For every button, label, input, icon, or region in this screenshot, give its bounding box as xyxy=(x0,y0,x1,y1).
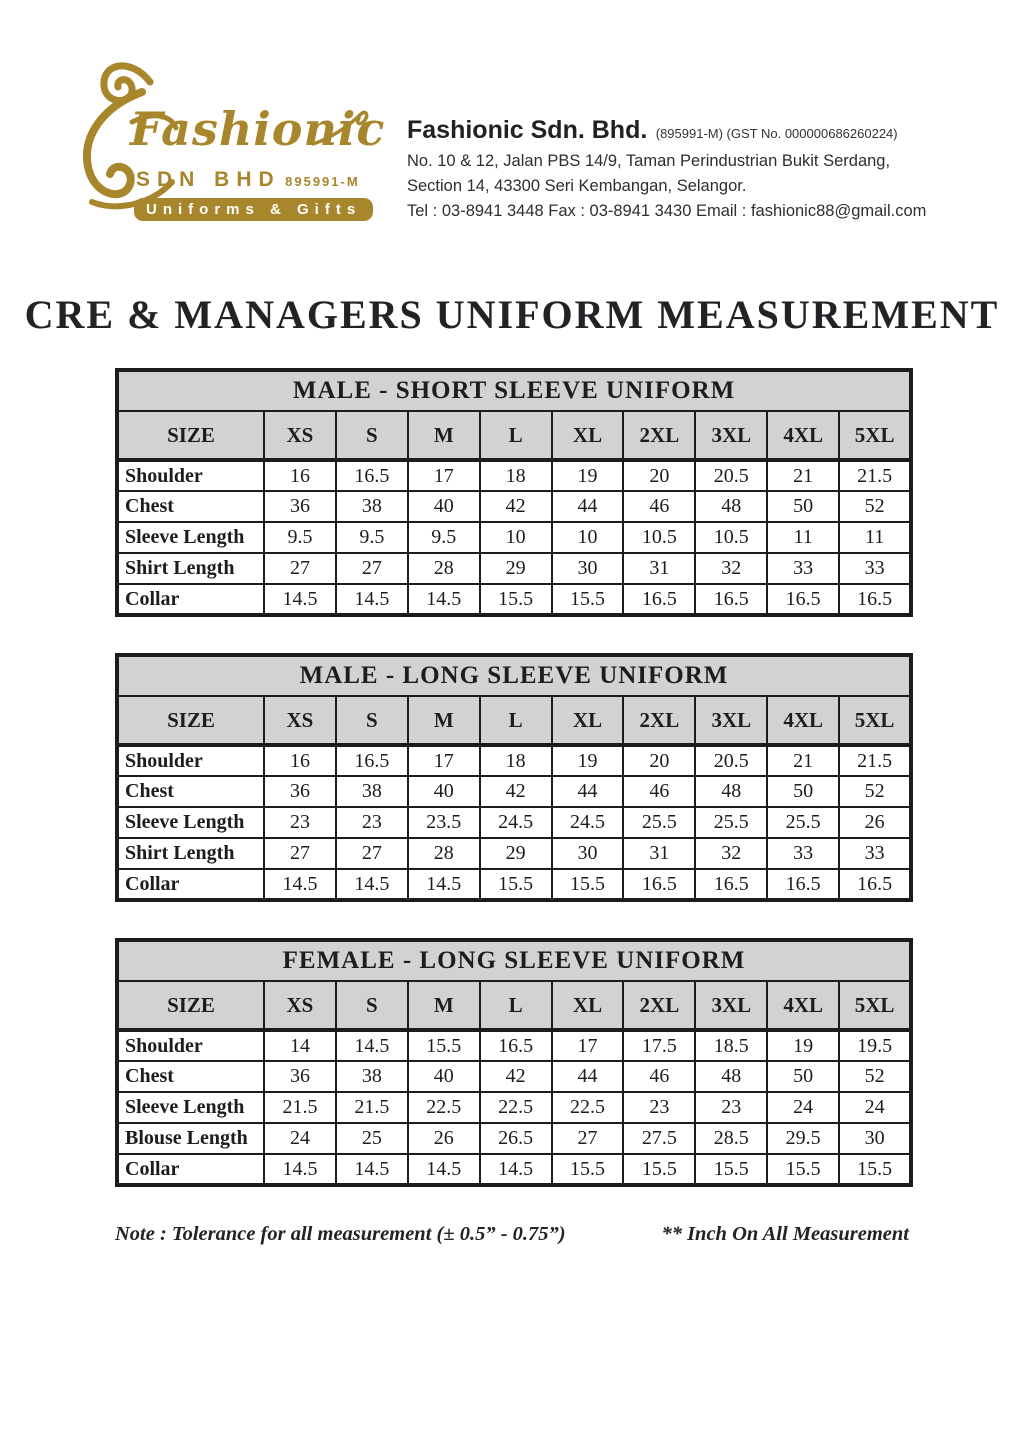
measurement-value: 17 xyxy=(552,1030,624,1061)
company-address-line1: No. 10 & 12, Jalan PBS 14/9, Taman Perindustrian Bukit Serdang, xyxy=(407,152,891,170)
measurement-value: 33 xyxy=(767,838,839,869)
row-label: Chest xyxy=(117,491,264,522)
measurement-value: 27.5 xyxy=(623,1123,695,1154)
size-header-5xl: 5XL xyxy=(839,411,911,460)
size-header-4xl: 4XL xyxy=(767,696,839,745)
measurement-value: 23 xyxy=(623,1092,695,1123)
measurement-value: 11 xyxy=(839,522,911,553)
measurement-value: 10.5 xyxy=(623,522,695,553)
measurement-value: 14.5 xyxy=(480,1154,552,1185)
measurement-value: 20 xyxy=(623,460,695,491)
measurement-value: 14.5 xyxy=(336,1154,408,1185)
measurement-value: 16.5 xyxy=(767,869,839,900)
measurement-value: 28 xyxy=(408,838,480,869)
table-row xyxy=(117,1092,911,1123)
measurement-value: 15.5 xyxy=(623,1154,695,1185)
measurement-value: 36 xyxy=(264,1061,336,1092)
row-label: Shirt Length xyxy=(117,838,264,869)
measurement-value: 20 xyxy=(623,745,695,776)
table-row xyxy=(117,838,911,869)
measurement-value: 46 xyxy=(623,776,695,807)
measurement-value: 26.5 xyxy=(480,1123,552,1154)
company-logo xyxy=(72,50,386,235)
measurement-value: 9.5 xyxy=(336,522,408,553)
measurement-value: 15.5 xyxy=(552,869,624,900)
measurement-value: 23 xyxy=(264,807,336,838)
size-header-row xyxy=(117,696,911,745)
size-header-3xl: 3XL xyxy=(695,411,767,460)
measurement-value: 52 xyxy=(839,1061,911,1092)
measurement-value: 30 xyxy=(552,553,624,584)
measurement-value: 15.5 xyxy=(839,1154,911,1185)
row-label: Shoulder xyxy=(117,745,264,776)
measurement-value: 46 xyxy=(623,491,695,522)
measurement-value: 28 xyxy=(408,553,480,584)
measurement-value: 9.5 xyxy=(408,522,480,553)
measurement-value: 16.5 xyxy=(623,584,695,615)
measurement-value: 27 xyxy=(336,838,408,869)
measurement-value: 32 xyxy=(695,553,767,584)
measurement-value: 38 xyxy=(336,1061,408,1092)
logo-subtitle xyxy=(136,168,360,192)
company-info xyxy=(407,116,952,224)
measurement-value: 29.5 xyxy=(767,1123,839,1154)
row-label: Collar xyxy=(117,584,264,615)
table-male-long-sleeve xyxy=(115,653,913,902)
table-title-row xyxy=(117,370,911,411)
measurement-value: 32 xyxy=(695,838,767,869)
measurement-value: 19 xyxy=(767,1030,839,1061)
measurement-value: 52 xyxy=(839,491,911,522)
measurement-value: 14.5 xyxy=(336,584,408,615)
measurement-value: 22.5 xyxy=(408,1092,480,1123)
size-header-xl: XL xyxy=(552,411,624,460)
size-header-label: SIZE xyxy=(117,411,264,460)
size-header-4xl: 4XL xyxy=(767,981,839,1030)
measurement-value: 18 xyxy=(480,745,552,776)
measurement-value: 40 xyxy=(408,491,480,522)
measurement-value: 28.5 xyxy=(695,1123,767,1154)
measurement-value: 16.5 xyxy=(623,869,695,900)
measurement-value: 27 xyxy=(336,553,408,584)
measurement-value: 24 xyxy=(839,1092,911,1123)
measurement-value: 25.5 xyxy=(767,807,839,838)
measurement-value: 20.5 xyxy=(695,745,767,776)
logo-tagline: Uniforms & Gifts xyxy=(134,198,373,221)
size-header-4xl: 4XL xyxy=(767,411,839,460)
measurement-value: 17 xyxy=(408,460,480,491)
measurement-value: 16.5 xyxy=(695,869,767,900)
table-row xyxy=(117,584,911,615)
measurement-value: 50 xyxy=(767,776,839,807)
measurement-value: 16.5 xyxy=(480,1030,552,1061)
measurement-value: 21.5 xyxy=(839,460,911,491)
table-row xyxy=(117,869,911,900)
table-row xyxy=(117,1030,911,1061)
table-row xyxy=(117,460,911,491)
measurement-value: 25.5 xyxy=(695,807,767,838)
measurement-value: 11 xyxy=(767,522,839,553)
measurement-value: 22.5 xyxy=(552,1092,624,1123)
company-contact-line: Tel : 03-8941 3448 Fax : 03-8941 3430 Email : fashionic88@gmail.com xyxy=(407,202,927,220)
size-header-2xl: 2XL xyxy=(623,981,695,1030)
measurement-value: 40 xyxy=(408,1061,480,1092)
measurement-value: 14.5 xyxy=(408,869,480,900)
measurement-value: 50 xyxy=(767,491,839,522)
measurement-value: 40 xyxy=(408,776,480,807)
measurement-value: 21.5 xyxy=(264,1092,336,1123)
row-label: Collar xyxy=(117,1154,264,1185)
table-title-row xyxy=(117,655,911,696)
footer-note xyxy=(115,1223,909,1246)
logo-sdn-bhd: SDN BHD xyxy=(136,168,281,191)
size-header-xl: XL xyxy=(552,696,624,745)
measurement-value: 44 xyxy=(552,776,624,807)
measurement-value: 48 xyxy=(695,491,767,522)
measurement-value: 18 xyxy=(480,460,552,491)
measurement-value: 14.5 xyxy=(336,1030,408,1061)
measurement-value: 44 xyxy=(552,491,624,522)
size-header-2xl: 2XL xyxy=(623,696,695,745)
measurement-value: 17 xyxy=(408,745,480,776)
table-row xyxy=(117,1061,911,1092)
measurement-value: 50 xyxy=(767,1061,839,1092)
table-title: MALE - LONG SLEEVE UNIFORM xyxy=(117,655,911,696)
company-registration: (895991-M) (GST No. 000000686260224) xyxy=(655,126,898,141)
measurement-value: 42 xyxy=(480,776,552,807)
measurement-value: 52 xyxy=(839,776,911,807)
measurement-value: 46 xyxy=(623,1061,695,1092)
measurement-value: 18.5 xyxy=(695,1030,767,1061)
measurement-value: 15.5 xyxy=(767,1154,839,1185)
letterhead xyxy=(0,0,1024,235)
row-label: Collar xyxy=(117,869,264,900)
size-header-m: M xyxy=(408,411,480,460)
measurement-value: 27 xyxy=(264,838,336,869)
table-row xyxy=(117,776,911,807)
measurement-value: 15.5 xyxy=(480,584,552,615)
measurement-value: 24.5 xyxy=(552,807,624,838)
measurement-value: 15.5 xyxy=(552,1154,624,1185)
row-label: Blouse Length xyxy=(117,1123,264,1154)
size-header-l: L xyxy=(480,411,552,460)
size-header-s: S xyxy=(336,696,408,745)
row-label: Chest xyxy=(117,776,264,807)
measurement-value: 19 xyxy=(552,745,624,776)
measurement-value: 38 xyxy=(336,491,408,522)
table-male-short-sleeve xyxy=(115,368,913,617)
measurement-value: 36 xyxy=(264,491,336,522)
size-header-xs: XS xyxy=(264,981,336,1030)
size-header-m: M xyxy=(408,981,480,1030)
measurement-value: 10 xyxy=(552,522,624,553)
measurement-value: 10.5 xyxy=(695,522,767,553)
measurement-value: 16 xyxy=(264,460,336,491)
row-label: Shoulder xyxy=(117,1030,264,1061)
size-header-xs: XS xyxy=(264,696,336,745)
row-label: Shirt Length xyxy=(117,553,264,584)
logo-reg-no: 895991-M xyxy=(285,174,360,189)
table-title: MALE - SHORT SLEEVE UNIFORM xyxy=(117,370,911,411)
measurement-value: 30 xyxy=(839,1123,911,1154)
page-title: CRE & MANAGERS UNIFORM MEASUREMENT xyxy=(24,292,1000,337)
measurement-value: 16.5 xyxy=(839,584,911,615)
measurement-value: 42 xyxy=(480,491,552,522)
measurement-value: 26 xyxy=(839,807,911,838)
measurement-value: 48 xyxy=(695,776,767,807)
measurement-value: 21 xyxy=(767,460,839,491)
row-label: Sleeve Length xyxy=(117,1092,264,1123)
logo-wordmark: Fashionic xyxy=(130,102,386,156)
measurement-value: 21 xyxy=(767,745,839,776)
measurement-value: 23.5 xyxy=(408,807,480,838)
measurement-value: 19.5 xyxy=(839,1030,911,1061)
measurement-value: 24 xyxy=(767,1092,839,1123)
size-header-xs: XS xyxy=(264,411,336,460)
measurement-value: 15.5 xyxy=(695,1154,767,1185)
measurement-value: 14.5 xyxy=(264,584,336,615)
table-row xyxy=(117,1123,911,1154)
tolerance-note: Note : Tolerance for all measurement (± 0.5” - 0.75”) xyxy=(115,1223,566,1245)
measurement-value: 29 xyxy=(480,553,552,584)
measurement-value: 14.5 xyxy=(264,869,336,900)
size-header-label: SIZE xyxy=(117,981,264,1030)
measurement-value: 21.5 xyxy=(336,1092,408,1123)
size-header-xl: XL xyxy=(552,981,624,1030)
measurement-tables xyxy=(115,368,909,1187)
size-header-5xl: 5XL xyxy=(839,981,911,1030)
size-header-s: S xyxy=(336,411,408,460)
size-header-3xl: 3XL xyxy=(695,981,767,1030)
measurement-value: 20.5 xyxy=(695,460,767,491)
measurement-value: 44 xyxy=(552,1061,624,1092)
size-header-label: SIZE xyxy=(117,696,264,745)
measurement-value: 36 xyxy=(264,776,336,807)
size-header-l: L xyxy=(480,696,552,745)
size-header-m: M xyxy=(408,696,480,745)
measurement-value: 25 xyxy=(336,1123,408,1154)
row-label: Chest xyxy=(117,1061,264,1092)
measurement-value: 16 xyxy=(264,745,336,776)
company-address-line2: Section 14, 43300 Seri Kembangan, Selangor. xyxy=(407,177,747,195)
measurement-value: 23 xyxy=(336,807,408,838)
company-name: Fashionic Sdn. Bhd. xyxy=(407,116,648,144)
measurement-value: 14 xyxy=(264,1030,336,1061)
measurement-value: 31 xyxy=(623,838,695,869)
measurement-value: 27 xyxy=(552,1123,624,1154)
table-row xyxy=(117,491,911,522)
measurement-value: 15.5 xyxy=(480,869,552,900)
measurement-value: 25.5 xyxy=(623,807,695,838)
measurement-value: 26 xyxy=(408,1123,480,1154)
measurement-value: 14.5 xyxy=(408,584,480,615)
measurement-value: 16.5 xyxy=(336,460,408,491)
measurement-value: 31 xyxy=(623,553,695,584)
measurement-value: 16.5 xyxy=(839,869,911,900)
measurement-value: 16.5 xyxy=(767,584,839,615)
table-title-row xyxy=(117,940,911,981)
measurement-value: 27 xyxy=(264,553,336,584)
measurement-value: 17.5 xyxy=(623,1030,695,1061)
measurement-value: 33 xyxy=(839,553,911,584)
measurement-value: 21.5 xyxy=(839,745,911,776)
measurement-value: 33 xyxy=(839,838,911,869)
size-header-row xyxy=(117,981,911,1030)
measurement-value: 16.5 xyxy=(695,584,767,615)
table-row xyxy=(117,522,911,553)
measurement-value: 16.5 xyxy=(336,745,408,776)
table-row xyxy=(117,553,911,584)
measurement-value: 15.5 xyxy=(552,584,624,615)
measurement-value: 38 xyxy=(336,776,408,807)
measurement-value: 29 xyxy=(480,838,552,869)
measurement-value: 14.5 xyxy=(264,1154,336,1185)
table-row xyxy=(117,745,911,776)
company-name-line xyxy=(407,116,952,145)
measurement-value: 15.5 xyxy=(408,1030,480,1061)
measurement-value: 10 xyxy=(480,522,552,553)
row-label: Shoulder xyxy=(117,460,264,491)
measurement-value: 24 xyxy=(264,1123,336,1154)
measurement-value: 24.5 xyxy=(480,807,552,838)
size-header-s: S xyxy=(336,981,408,1030)
measurement-value: 22.5 xyxy=(480,1092,552,1123)
size-header-2xl: 2XL xyxy=(623,411,695,460)
size-header-3xl: 3XL xyxy=(695,696,767,745)
row-label: Sleeve Length xyxy=(117,807,264,838)
measurement-value: 14.5 xyxy=(336,869,408,900)
row-label: Sleeve Length xyxy=(117,522,264,553)
size-header-5xl: 5XL xyxy=(839,696,911,745)
unit-note: ** Inch On All Measurement xyxy=(661,1223,909,1245)
table-title: FEMALE - LONG SLEEVE UNIFORM xyxy=(117,940,911,981)
measurement-value: 30 xyxy=(552,838,624,869)
measurement-value: 42 xyxy=(480,1061,552,1092)
table-row xyxy=(117,1154,911,1185)
table-female-long-sleeve xyxy=(115,938,913,1187)
measurement-value: 23 xyxy=(695,1092,767,1123)
size-header-row xyxy=(117,411,911,460)
measurement-value: 48 xyxy=(695,1061,767,1092)
size-header-l: L xyxy=(480,981,552,1030)
measurement-value: 19 xyxy=(552,460,624,491)
measurement-value: 9.5 xyxy=(264,522,336,553)
measurement-value: 33 xyxy=(767,553,839,584)
table-row xyxy=(117,807,911,838)
measurement-value: 14.5 xyxy=(408,1154,480,1185)
